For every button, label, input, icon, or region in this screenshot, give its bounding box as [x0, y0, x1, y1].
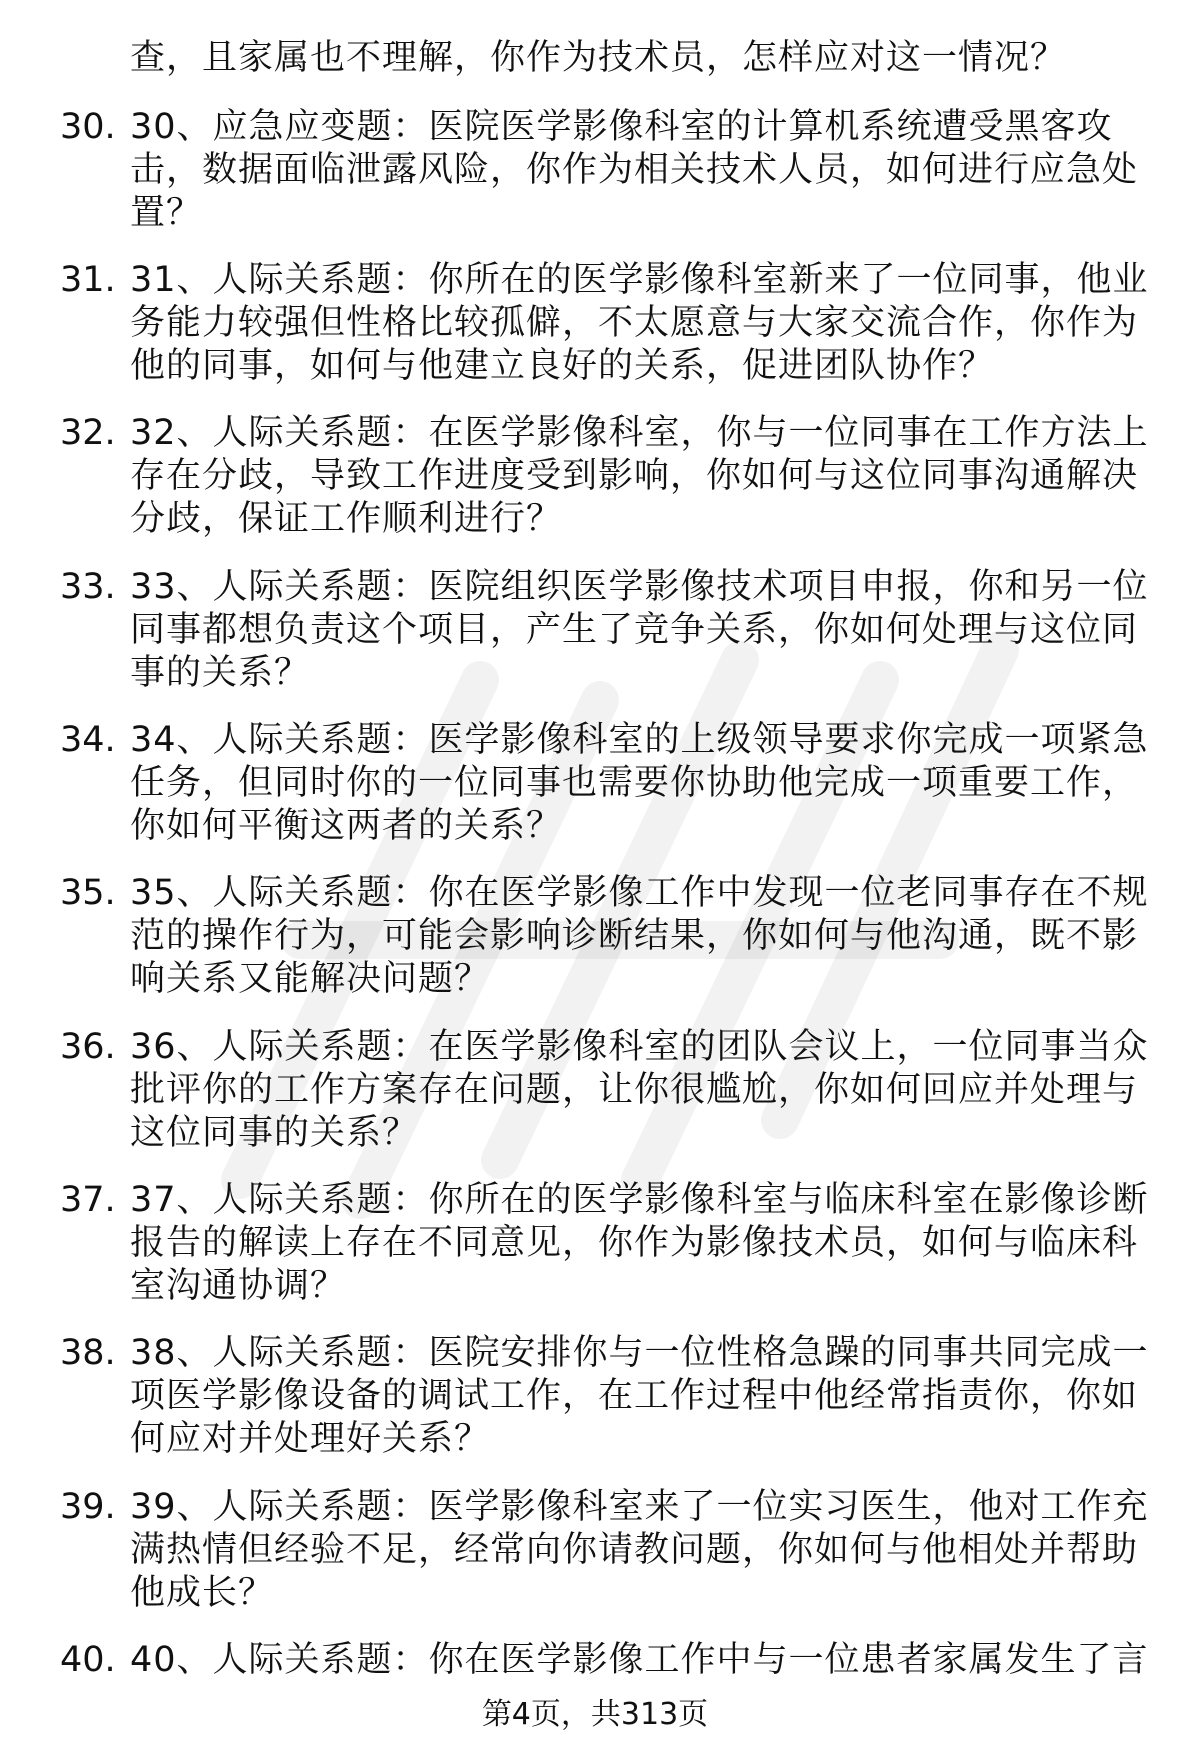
text-line: 31、人际关系题：你所在的医学影像科室新来了一位同事，他业 [130, 260, 1149, 300]
text-line: 36、人际关系题：在医学影像科室的团队会议上，一位同事当众 [130, 1027, 1149, 1067]
list-number: 37. [60, 1180, 116, 1220]
text-line: 任务，但同时你的一位同事也需要你协助他完成一项重要工作， [130, 763, 1139, 803]
text-line: 存在分歧，导致工作进度受到影响，你如何与这位同事沟通解决 [130, 456, 1139, 496]
text-line: 分歧，保证工作顺利进行？ [130, 499, 563, 539]
text-line: 32、人际关系题：在医学影像科室，你与一位同事在工作方法上 [130, 413, 1149, 453]
page-footer: 第4页，共313页 [481, 1697, 709, 1732]
text-line: 你如何平衡这两者的关系？ [130, 806, 563, 846]
list-number: 38. [60, 1333, 116, 1373]
text-line: 满热情但经验不足，经常向你请教问题，你如何与他相处并帮助 [130, 1530, 1139, 1570]
text-line: 33、人际关系题：医院组织医学影像技术项目申报，你和另一位 [130, 567, 1149, 607]
list-number: 39. [60, 1487, 116, 1527]
list-number: 34. [60, 720, 116, 760]
text-line: 30、应急应变题：医院医学影像科室的计算机系统遭受黑客攻 [130, 107, 1113, 147]
text-line: 报告的解读上存在不同意见，你作为影像技术员，如何与临床科 [130, 1223, 1139, 1263]
list-number: 33. [60, 567, 116, 607]
text-line: 34、人际关系题：医学影像科室的上级领导要求你完成一项紧急 [130, 720, 1149, 760]
text-line: 39、人际关系题：医学影像科室来了一位实习医生，他对工作充 [130, 1487, 1149, 1527]
text-line: 击，数据面临泄露风险，你作为相关技术人员，如何进行应急处 [130, 150, 1139, 190]
text-line: 37、人际关系题：你所在的医学影像科室与临床科室在影像诊断 [130, 1180, 1149, 1220]
text-line: 38、人际关系题：医院安排你与一位性格急躁的同事共同完成一 [130, 1333, 1149, 1373]
text-line: 范的操作行为，可能会影响诊断结果，你如何与他沟通，既不影 [130, 916, 1139, 956]
list-number: 36. [60, 1027, 116, 1067]
text-line: 他的同事，如何与他建立良好的关系，促进团队协作？ [130, 346, 995, 386]
text-line: 批评你的工作方案存在问题，让你很尴尬，你如何回应并处理与 [130, 1070, 1139, 1110]
list-number: 35. [60, 873, 116, 913]
list-number: 40. [60, 1640, 116, 1680]
text-line: 同事都想负责这个项目，产生了竞争关系，你如何处理与这位同 [130, 610, 1139, 650]
text-line: 置？ [130, 193, 203, 233]
text-line: 35、人际关系题：你在医学影像工作中发现一位老同事存在不规 [130, 873, 1149, 913]
list-number: 30. [60, 107, 116, 147]
text-line: 查，且家属也不理解，你作为技术员，怎样应对这一情况？ [130, 38, 1067, 78]
text-line: 响关系又能解决问题？ [130, 959, 491, 999]
text-line: 事的关系？ [130, 653, 311, 693]
text-line: 何应对并处理好关系？ [130, 1419, 491, 1459]
text-line: 他成长？ [130, 1573, 275, 1613]
text-line: 务能力较强但性格比较孤僻，不太愿意与大家交流合作，你作为 [130, 303, 1139, 343]
list-number: 31. [60, 260, 116, 300]
text-line: 40、人际关系题：你在医学影像工作中与一位患者家属发生了言 [130, 1640, 1149, 1680]
text-line: 项医学影像设备的调试工作，在工作过程中他经常指责你，你如 [130, 1376, 1139, 1416]
text-line: 这位同事的关系？ [130, 1113, 419, 1153]
text-line: 室沟通协调？ [130, 1266, 347, 1306]
list-number: 32. [60, 413, 116, 453]
